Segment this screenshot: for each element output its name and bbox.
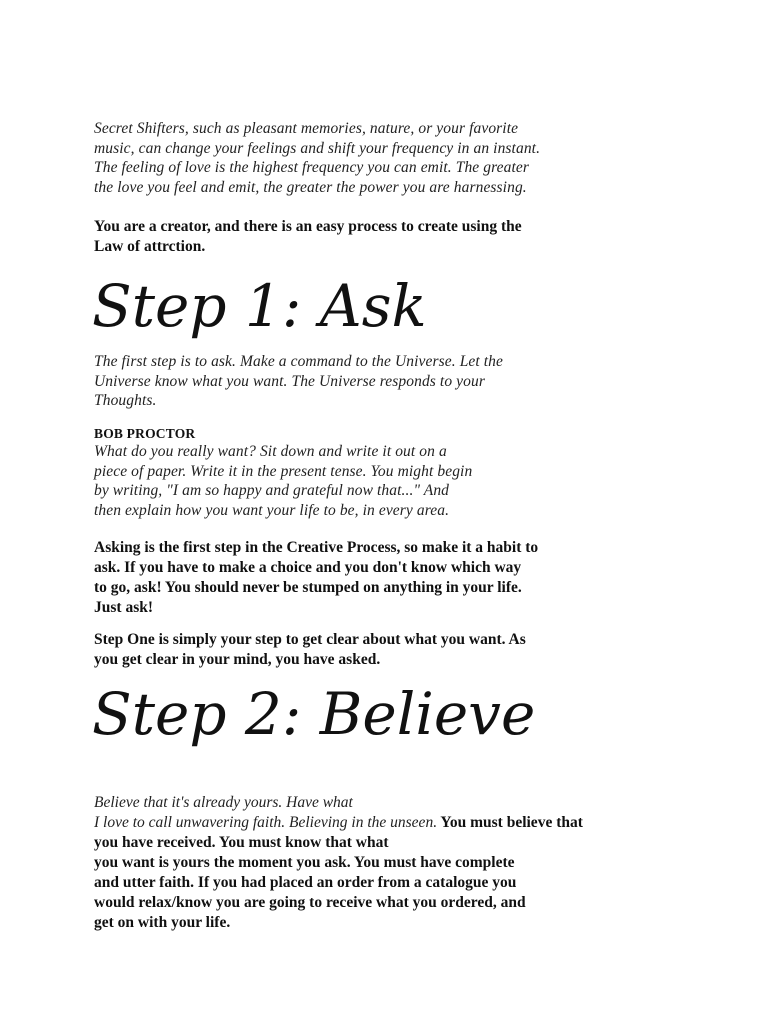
step-1-heading: [88, 270, 428, 346]
text-line: you want is yours the moment you ask. You must have complete: [94, 854, 515, 871]
step-one-paragraph: [94, 630, 526, 670]
text-line: Thoughts.: [94, 392, 157, 409]
step-1-heading-text: Step 1: Ask: [92, 272, 427, 340]
speaker-name: BOB PROCTOR: [94, 426, 196, 441]
text-line: Asking is the first step in the Creative Process, so make it a habit to: [94, 539, 539, 556]
text-line: the love you feel and emit, the greater the power you are harnessing.: [94, 178, 527, 196]
text-line: Universe know what you want. The Universe responds to your: [94, 372, 485, 390]
text-span-italic: I love to call unwavering faith. Believing in the unseen.: [94, 814, 438, 831]
text-line: music, can change your feelings and shift your frequency in an instant.: [94, 139, 541, 157]
text-line: ask. If you have to make a choice and you don't know which way: [94, 559, 522, 576]
text-span-bold: You must believe that: [437, 814, 583, 831]
text-line: What do you really want? Sit down and write it out on a: [94, 443, 447, 460]
step-2-heading-text: Step 2: Believe: [92, 680, 536, 748]
text-line: would relax/know you are going to receive what you ordered, and: [94, 894, 526, 911]
believe-paragraph: [94, 793, 583, 933]
step-1-heading-script: [88, 270, 428, 346]
text-line: you have received. You must know that what: [94, 834, 389, 851]
text-line: [94, 813, 583, 833]
text-line: Step One is simply your step to get clear about what you want. As: [94, 631, 526, 648]
step-2-heading-script: [88, 680, 536, 770]
asking-paragraph: [94, 538, 538, 618]
text-line: Believe that it's already yours. Have what: [94, 794, 353, 811]
text-line: piece of paper. Write it in the present tense. You might begin: [94, 462, 473, 480]
text-line: The first step is to ask. Make a command to the Universe. Let the: [94, 353, 504, 370]
text-line: to go, ask! You should never be stumped on anything in your life.: [94, 579, 522, 596]
text-line: The feeling of love is the highest frequency you can emit. The greater: [94, 159, 530, 176]
text-line: Law of attrction.: [94, 238, 206, 255]
bob-proctor-quote: [94, 442, 472, 520]
text-line: you get clear in your mind, you have asked.: [94, 651, 381, 668]
text-line: Secret Shifters, such as pleasant memories, nature, or your favorite: [94, 120, 519, 137]
creator-paragraph: [94, 217, 522, 257]
text-line: get on with your life.: [94, 914, 231, 931]
text-line: then explain how you want your life to be, in every area.: [94, 501, 450, 519]
step-2-heading: [88, 680, 536, 770]
text-line: You are a creator, and there is an easy process to create using the: [94, 218, 522, 235]
first-step-paragraph: [94, 352, 503, 411]
text-line: Just ask!: [94, 599, 154, 616]
text-line: and utter faith. If you had placed an order from a catalogue you: [94, 874, 517, 891]
text-line: by writing, "I am so happy and grateful now that..." And: [94, 482, 450, 499]
secret-shifters-paragraph: [94, 119, 540, 197]
